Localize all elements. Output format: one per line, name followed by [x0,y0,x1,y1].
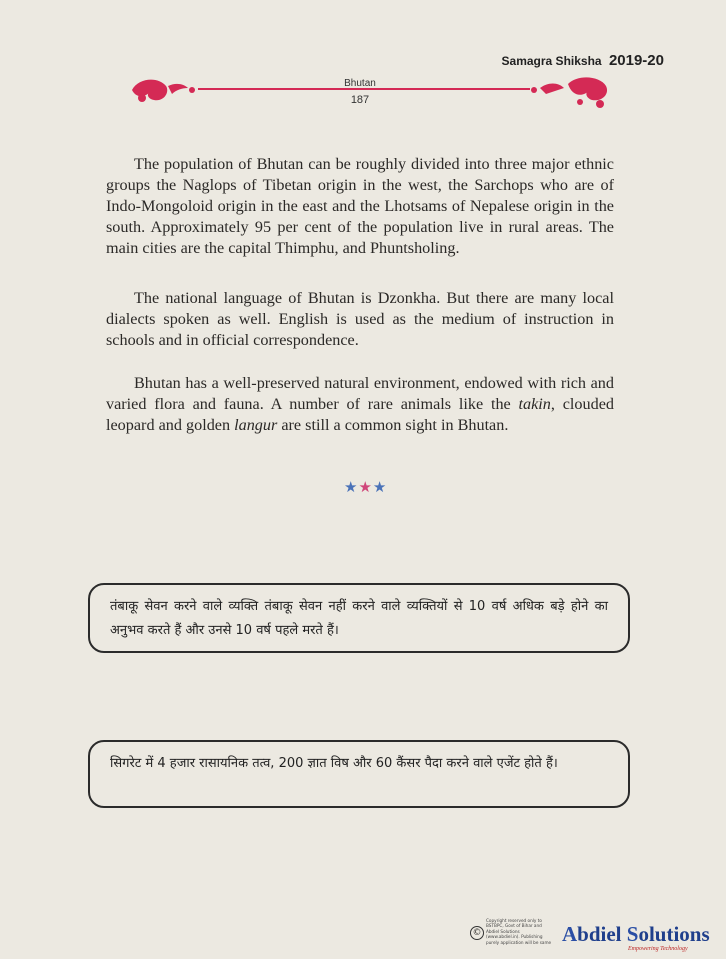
copyright-line: Copyright reserved only to [486,918,542,923]
paragraph-environment [106,373,614,436]
brand-name: Samagra Shiksha [501,54,602,68]
paragraph-population: The population of Bhutan can be roughly divided into three major ethnic groups the Naglops of Tibetan origin in the west, the Sarchops who are of Indo-Mongoloid origin in the east and the Lhotsams of Nepalese origin in the south. Approximately 95 per cent of the population live in rural areas. The main cities are the capital Thimphu, and Phuntsholing. [106,155,614,257]
env-text-3: are still a common sight in Bhutan. [277,416,509,434]
env-italic-langur: langur [234,416,278,434]
copyright-line: (www.abdiel.in). Publishing [486,934,543,940]
brand-year: 2019-20 [608,52,664,69]
paragraph-language: The national language of Bhutan is Dzonkha. But there are many local dialects spoken as well. English is used as the medium of instruction in schools and in official correspondence. [106,289,614,349]
copyright-line: purely application will be same [486,939,552,945]
copyright-icon: © [470,926,484,940]
star-separator [344,478,404,496]
chapter-title: Bhutan [344,78,376,89]
star-icon: ★ [358,478,373,496]
logo-letter: S [626,922,639,946]
star-icon: ★ [344,478,359,496]
tobacco-fact-box: तंबाकू सेवन करने वाले व्यक्ति तंबाकू सेवन नहीं करने वाले व्यक्तियों से 10 वर्ष अधिक बड़े होने का अनुभव करते हैं और उनसे 10 वर्ष पहले मरते हैं। [88,583,630,653]
copyright-text [486,918,558,945]
right-flourish-icon [531,77,607,108]
cigarette-fact-box: सिगरेट में 4 हजार रासायनिक तत्व, 200 ज्ञात विष और 60 कैंसर पैदा करने वाले एजेंट होते हैं। [88,740,630,808]
header-brand [502,52,664,69]
publisher-tagline: Empowering Technology [628,946,688,952]
env-text-1: Bhutan has a well-preserved natural environment, endowed with rich and varied flora and fauna. A number of rare animals like the [106,374,614,413]
env-text-2: , clouded leopard and golden [106,395,614,434]
copyright-line: BSTBPC, Govt of Bihar and [486,923,542,929]
left-flourish-icon [132,80,195,102]
logo-part: bdiel [577,922,627,946]
env-italic-takin: takin [518,395,551,413]
page-number: 187 [350,94,370,106]
footer-copyright [470,916,722,956]
logo-letter: A [562,922,578,946]
logo-part: olutions [638,922,710,946]
publisher-logo [562,922,710,947]
copyright-line: Abdiel Solutions [486,928,520,934]
star-icon: ★ [372,478,388,496]
